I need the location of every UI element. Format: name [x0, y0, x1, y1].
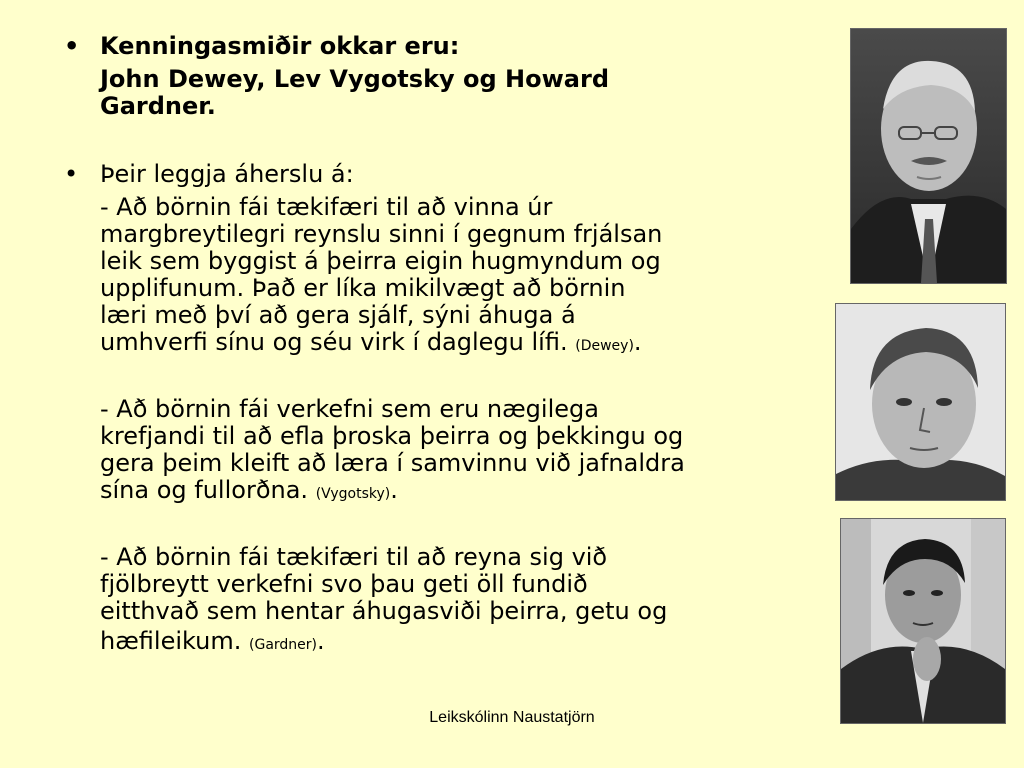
- bullet-kenningasmidir: [60, 32, 810, 60]
- point-line-last: [100, 625, 810, 661]
- bullet2-heading: Þeir leggja áherslu á:: [100, 160, 354, 188]
- portrait-vygotsky-image: [835, 303, 1006, 501]
- point-line: læri með því að gera sjálf, sýni áhuga á: [100, 301, 576, 329]
- theorist-names: [60, 66, 810, 120]
- point-line: margbreytilegri reynslu sinni í gegnum frjálsan: [100, 220, 663, 248]
- point-line: eitthvað sem hentar áhugasviði þeirra, getu og: [100, 597, 668, 625]
- citation-gardner: (Gardner): [249, 637, 318, 653]
- point-end: .: [390, 476, 398, 504]
- bullet-emphasis: [60, 160, 810, 188]
- point-text: hæfileikum.: [100, 627, 242, 655]
- bullet-dot: •: [64, 160, 79, 188]
- point-text: sína og fullorðna.: [100, 476, 309, 504]
- point-line: - Að börnin fái verkefni sem eru nægilega: [100, 395, 599, 423]
- point-end: .: [633, 328, 642, 356]
- point-line: - Að börnin fái tækifæri til að reyna sig við: [100, 543, 608, 571]
- slide-text: [60, 32, 810, 661]
- point-line: fjölbreytt verkefni svo þau geti öll fundið: [100, 570, 588, 598]
- portrait-dewey-image: [850, 28, 1007, 284]
- point-gardner: [60, 544, 810, 661]
- point-line-last: [100, 477, 810, 508]
- theorist-names-line2: Gardner.: [100, 92, 216, 120]
- point-line: upplifunum. Það er líka mikilvægt að börnin: [100, 274, 626, 302]
- portrait-gardner-image: [840, 518, 1006, 724]
- point-dewey: [60, 194, 810, 360]
- point-line: leik sem byggist á þeirra eigin hugmyndum og: [100, 247, 661, 275]
- point-line: gera þeim kleift að læra í samvinnu við jafnaldra: [100, 449, 685, 477]
- point-text: umhverfi sínu og séu virk í daglegu lífi.: [100, 328, 568, 356]
- point-line: krefjandi til að efla þroska þeirra og þekkingu og: [100, 422, 684, 450]
- point-vygotsky: [60, 396, 810, 508]
- point-end: .: [317, 627, 325, 655]
- point-line-last: [100, 329, 810, 360]
- bullet1-heading: Kenningasmiðir okkar eru:: [100, 32, 460, 60]
- citation-dewey: (Dewey): [575, 338, 634, 354]
- bullet-dot: •: [64, 32, 80, 60]
- theorist-names-line1: John Dewey, Lev Vygotsky og Howard: [100, 65, 610, 93]
- point-line: - Að börnin fái tækifæri til að vinna úr: [100, 193, 553, 221]
- slide-footer: Leikskólinn Naustatjörn: [429, 709, 595, 726]
- citation-vygotsky: (Vygotsky): [315, 486, 391, 502]
